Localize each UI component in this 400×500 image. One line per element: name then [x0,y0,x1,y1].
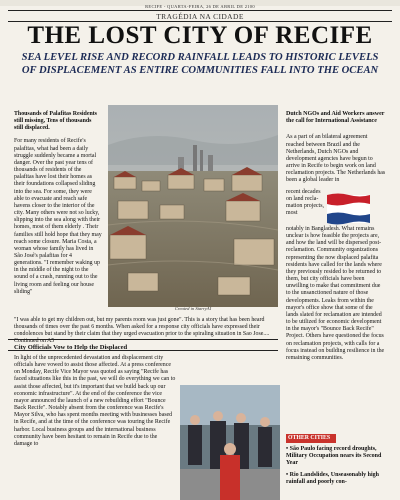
divider [8,350,278,351]
second-story-body-column [14,355,176,448]
main-story-continuation [14,317,280,346]
second-story-headline: City Officials Vow to Help the Displaced [14,344,128,351]
wide-paragraph: "I was able to get my children out, but my parents room was just gone". This is a story that has been heard thousands of times over the past 6 months. When asked for a response city officials have expressed their condolences but stand by their claim that they urged evacuation prior to the spiraling situation in Sao Jose.... Continued on A5 [14,317,270,345]
list-item-text: São Paulo facing record droughts, Military Occupation nears its Second Year [286,446,382,467]
sidebar-intro: As a part of an bilateral agreement reached between Brazil and the Netherlands, Dutch NGOs and development agencies have begun to arrive in Recife to begin work on land reclamation projects. The Netherlands has been a global leader in [286,134,386,184]
lead-paragraph: Thousands of Palafitas Residents still missing, Tens of thousands still displaced. [14,111,97,132]
sidebar-continued [286,226,386,362]
section-label: TRAGÉDIA NA CIDADE [156,12,244,21]
subheadline: SEA LEVEL RISE AND RECORD RAINFALL LEADS TO HISTORIC LEVELS OF DISPLACEMENT AS ENTIRE COMMUNITIES FALL INTO THE OCEAN [21,52,379,76]
list-item: • São Paulo facing record droughts, Military Occupation nears its Second Year [286,446,382,467]
list-item-text: Rio Landslides, Unseasonably high rainfall and poorly con- [286,471,379,485]
sidebar-wrap-text [286,189,326,218]
divider [8,10,392,11]
second-story-body: In light of the unprecedented devastation and displacement city officials have vowed to assist those affected. At a press conference on Monday, Recife Vice Mayor was quoted as saying "Recife has faced situations like this in the past, we will do everything we can to assist those affected, but it's important that we build back up our economic infrastructure". At the end of the conference the vice mayor announced the launch of a new rebuilding effort "Bounce Back Recife". Notably absent from the conference was Recife's Mayor Silva, who has spent months meeting with businesses based in Recife, and at the time of the conference was touring the Recife harbor. Local business groups and the international business community have been hesitant to remain in Recife due to the damage to [14,355,176,447]
headline: THE LOST CITY OF RECIFE [27,22,373,49]
flooded-city-photo [108,105,278,307]
other-cities-list [286,446,386,490]
list-item: • Rio Landslides, Unseasonably high rainfall and poorly con- [286,471,379,485]
netherlands-flag-icon [326,192,371,226]
sidebar-wrap: recent decades on land recla- mation projects, most [286,189,324,217]
sidebar-story [286,111,386,185]
main-story-body: For many residents of Recife's palafitas, what had been a daily struggle suddenly became a mortal danger. Over the past year tens of thousands of residents of the palafitas have lost their homes as their foundations collapsed sliding into the sea. For some, they were able to evacuate and reach safe havens closer to the interior of the city. Many others were not so lucky, slipping into the sea along with their homes, most of them elderly . Their families still hold hope that they may reach some closure. Maria Costa, a woman whose family has lived in São José's palafitas for 4 generations. "I remember waking up in the middle of the night to the sound of a crash, running out to the living room and feeling our house sliding" [14,138,102,295]
press-conference-photo [180,385,280,500]
main-story-left-column [14,111,102,296]
sidebar-headline: Dutch NGOs and Aid Workers answer the call for International Assistance [286,111,385,125]
sidebar-body: notably in Bangladesh. What remains unclear is how feasible the projects are, and how the land will be dispersed post-reclamation. Community organizations representing the now displaced palafita residents have called for the lands where they previously resided to be returned to them, but city officials have been unwilling to make that commitment due to the unsanctioned nature of those developments. Leaks from within the mayor's office show that some of the lands slated for reclamation are intended to be utilized for economic development in the mayor's "Bounce Back Recife" Project. Others have questioned the focus on reclamation projects, with calls for a focus instead on building resilience in the remaining communities. [286,226,385,361]
other-cities-label: OTHER CITIES [288,435,331,441]
photo-caption: Created in StarryAI [174,306,212,311]
divider [8,339,278,340]
dateline: RECIFE - QUARTA-FEIRA, 26 DE ABRIL DE 2100 [145,4,255,9]
